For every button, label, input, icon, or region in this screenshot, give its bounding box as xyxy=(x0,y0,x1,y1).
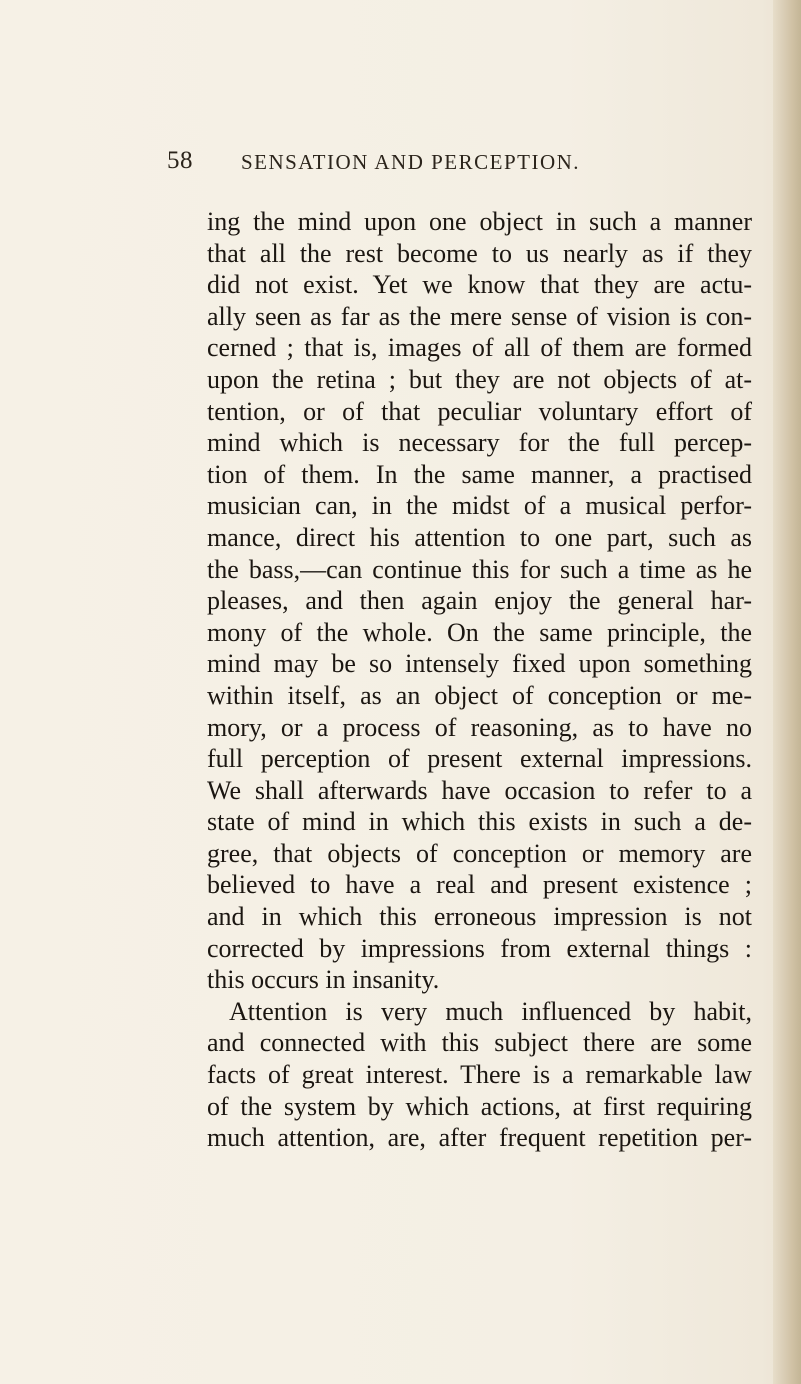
text-line: We shall afterwards have occasion to refer to a xyxy=(207,775,752,805)
paragraph-end-line: this occurs in insanity. xyxy=(207,965,440,995)
text-line: pleases, and then again enjoy the general har- xyxy=(207,586,752,616)
running-head: SENSATION AND PERCEPTION. xyxy=(240,150,581,174)
page-header xyxy=(0,148,801,188)
paragraph-start-line: Attention is very much influenced by habit, xyxy=(229,996,752,1026)
text-line: mony of the whole. On the same principle, the xyxy=(207,617,752,647)
body-text xyxy=(207,206,752,1154)
text-line: state of mind in which this exists in such a de- xyxy=(207,807,752,837)
text-line: mory, or a process of reasoning, as to have no xyxy=(207,712,752,742)
text-line: mind may be so intensely fixed upon something xyxy=(207,649,752,679)
text-line: of the system by which actions, at first requiring xyxy=(207,1091,752,1121)
text-line: did not exist. Yet we know that they are actu- xyxy=(207,270,752,300)
text-line: within itself, as an object of conception or me- xyxy=(207,680,752,710)
text-line: mind which is necessary for the full percep- xyxy=(207,428,752,458)
text-line: and in which this erroneous impression is not xyxy=(207,902,752,932)
page-number: 58 xyxy=(167,147,193,174)
text-line: ing the mind upon one object in such a manner xyxy=(207,207,752,236)
text-line: upon the retina ; but they are not objects of at- xyxy=(207,364,752,394)
text-line: that all the rest become to us nearly as if they xyxy=(207,238,752,268)
text-line: ally seen as far as the mere sense of vision is con- xyxy=(207,301,752,331)
text-line: musician can, in the midst of a musical perfor- xyxy=(207,491,752,521)
text-line: gree, that objects of conception or memory are xyxy=(207,838,752,868)
text-line: mance, direct his attention to one part, such as xyxy=(207,522,752,552)
text-line: much attention, are, after frequent repetition per- xyxy=(207,1123,752,1153)
text-line: facts of great interest. There is a remarkable law xyxy=(207,1060,752,1090)
text-line: cerned ; that is, images of all of them are formed xyxy=(207,333,752,363)
text-line: tention, or of that peculiar voluntary effort of xyxy=(207,396,752,426)
text-line: full perception of present external impressions. xyxy=(207,744,752,774)
text-line: the bass,—can continue this for such a time as he xyxy=(207,554,752,584)
page-edge-shadow xyxy=(773,0,801,1384)
text-line: believed to have a real and present existence ; xyxy=(207,870,752,900)
text-line: tion of them. In the same manner, a practised xyxy=(207,459,752,489)
text-line: and connected with this subject there are some xyxy=(207,1028,752,1058)
text-line: corrected by impressions from external things : xyxy=(207,933,752,963)
